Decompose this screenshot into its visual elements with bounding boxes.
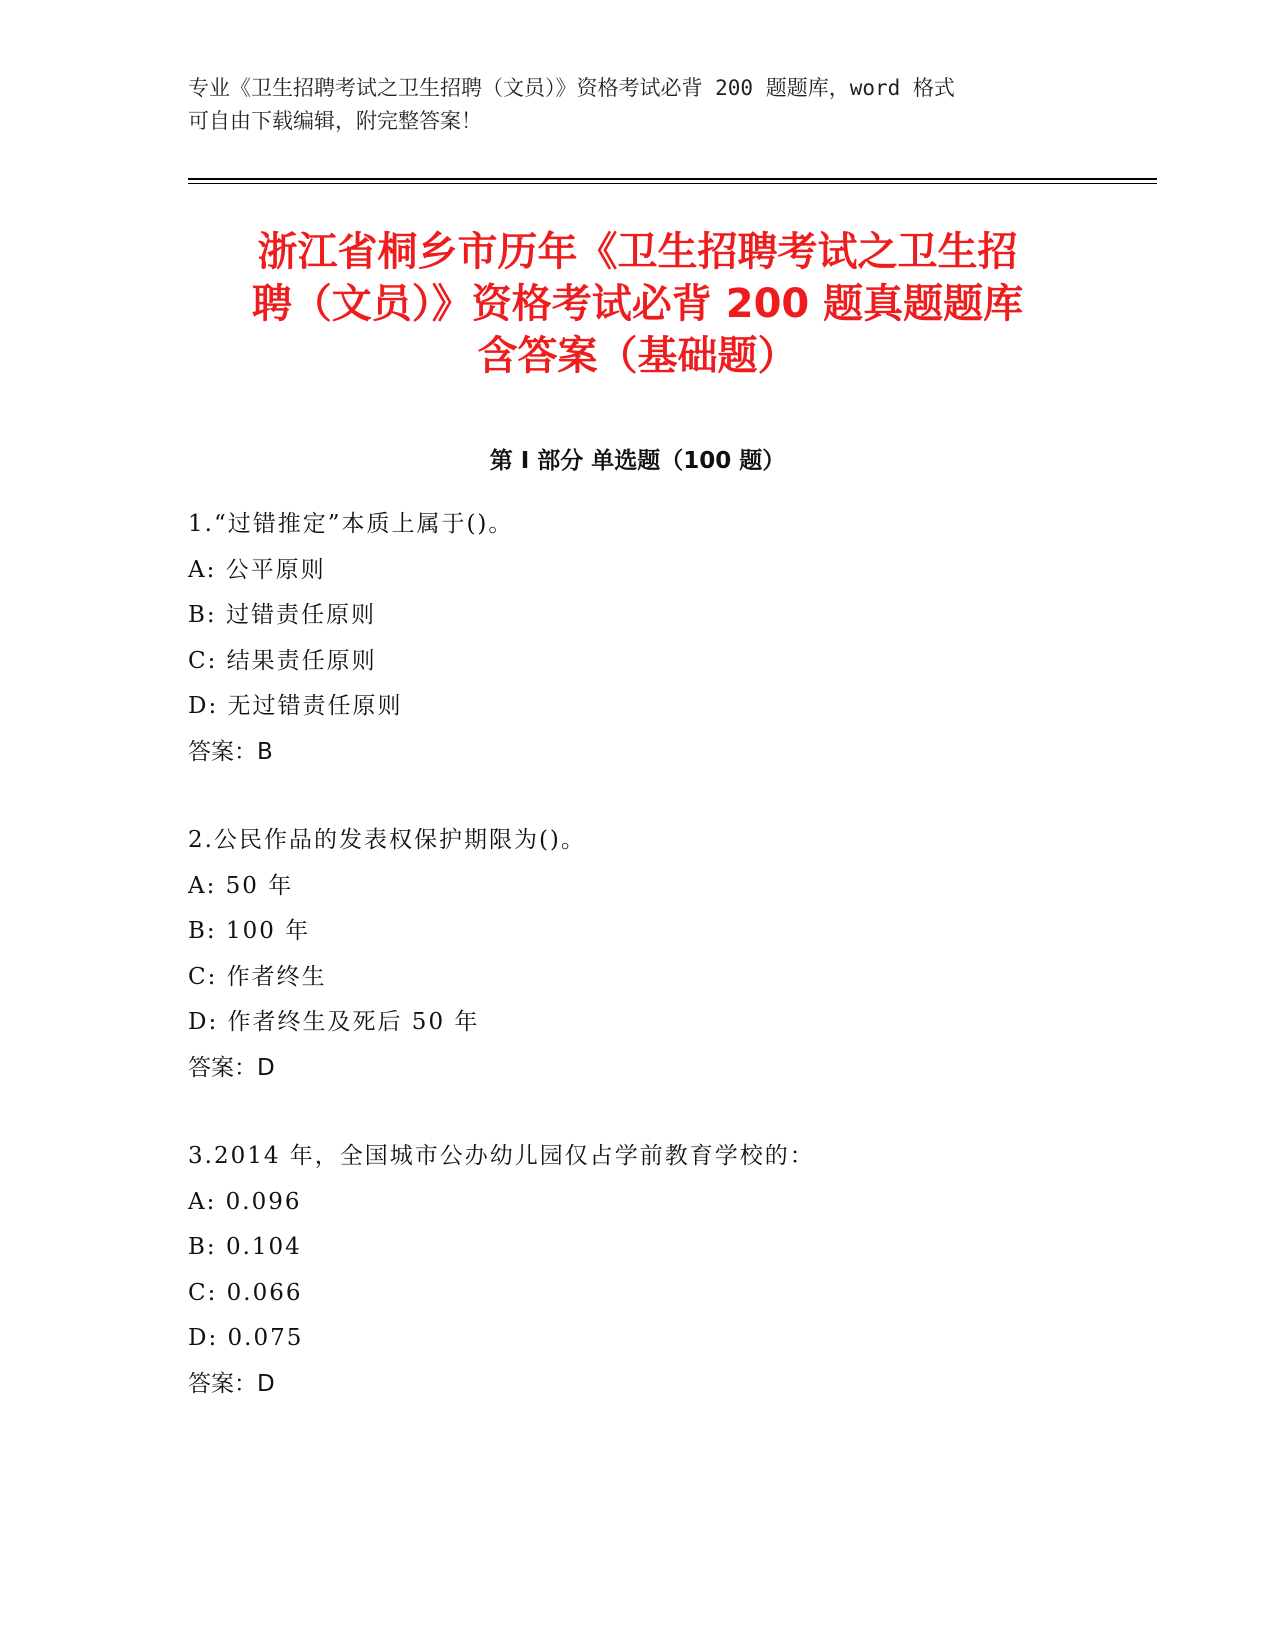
- option-a: A: 公平原则: [188, 556, 326, 583]
- document-title-line-3: 含答案（基础题）: [477, 333, 798, 379]
- option-c: C: 作者终生: [188, 963, 327, 990]
- option-d: D: 作者终生及死后 50 年: [188, 1009, 480, 1035]
- question-stem: 3.2014 年，全国城市公办幼儿园仅占学前教育学校的：: [188, 1143, 815, 1169]
- header-note-line-2: 可自由下载编辑，附完整答案！: [188, 109, 482, 133]
- option-a: A: 0.096: [188, 1188, 302, 1215]
- option-d: D: 无过错责任原则: [188, 693, 403, 719]
- header-divider-thin: [188, 183, 1157, 184]
- option-b: B: 0.104: [188, 1234, 302, 1260]
- option-c: C: 0.066: [188, 1279, 303, 1306]
- section-heading: 第 I 部分 单选题（100 题）: [489, 448, 786, 474]
- answer: 答案：D: [188, 1054, 275, 1081]
- option-d: D: 0.075: [188, 1325, 304, 1351]
- question-stem: 2.公民作品的发表权保护期限为()。: [188, 827, 586, 853]
- question-1: [188, 502, 1108, 775]
- header-note: [188, 72, 1068, 138]
- question-3: [188, 1134, 1108, 1407]
- answer: 答案：B: [188, 738, 273, 765]
- question-2: [188, 818, 1108, 1091]
- document-title-line-2: 聘（文员）》资格考试必背 200 题真题题库: [251, 281, 1024, 327]
- header-note-line-1: 专业《卫生招聘考试之卫生招聘（文员）》资格考试必背 200 题题库，word 格式: [188, 76, 955, 100]
- answer: 答案：D: [188, 1370, 275, 1397]
- option-a: A: 50 年: [188, 872, 294, 899]
- header-divider-thick: [188, 178, 1157, 180]
- option-c: C: 结果责任原则: [188, 647, 377, 674]
- option-b: B: 100 年: [188, 918, 311, 944]
- option-b: B: 过错责任原则: [188, 602, 376, 628]
- document-title: [190, 226, 1085, 382]
- document-title-line-1: 浙江省桐乡市历年《卫生招聘考试之卫生招: [257, 229, 1018, 275]
- question-stem: 1.“过错推定”本质上属于()。: [188, 511, 514, 537]
